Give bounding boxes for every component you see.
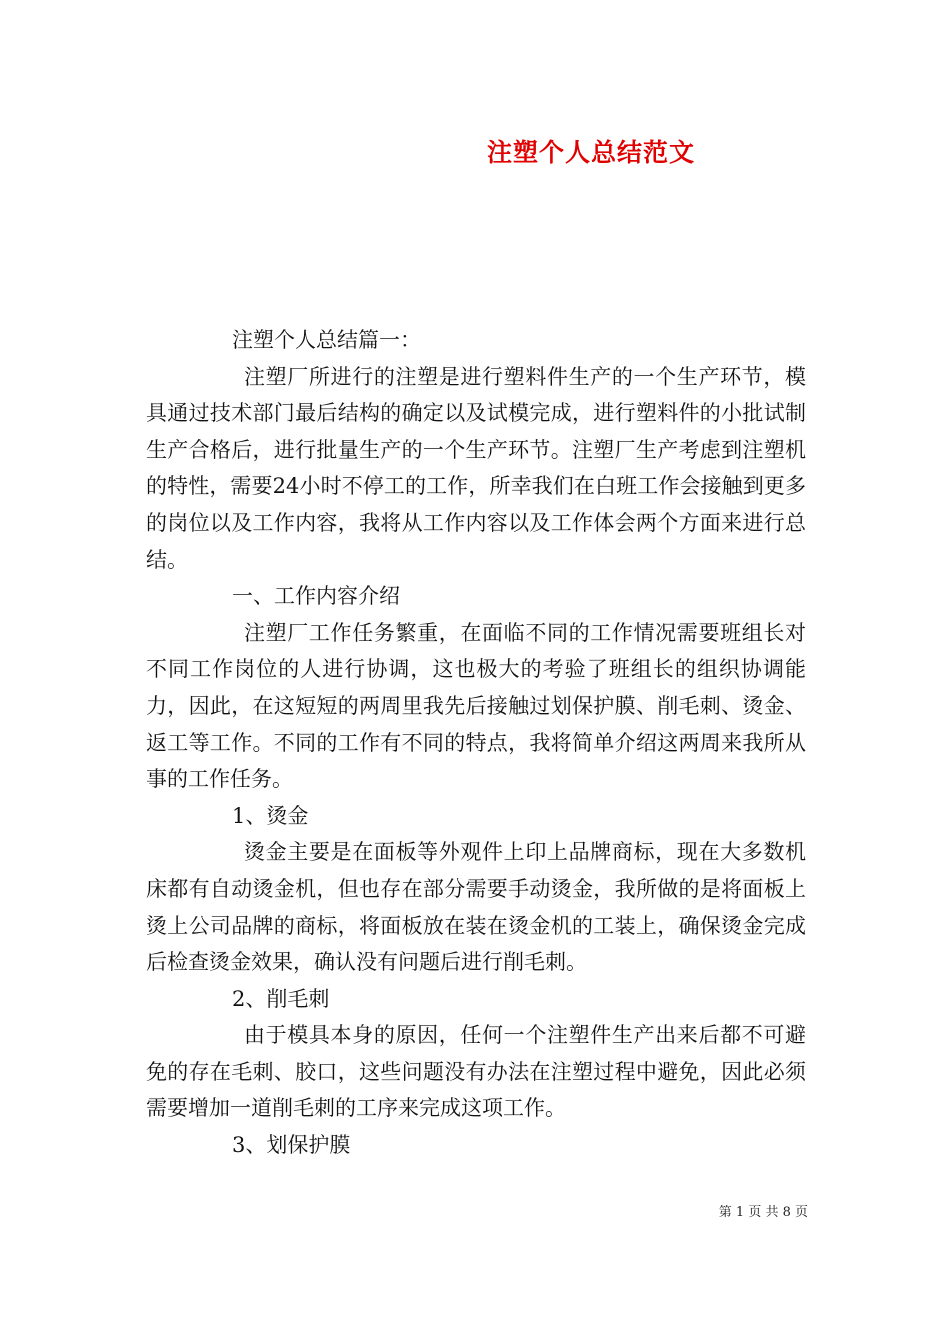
page-footer: 第 1 页 共 8 页 <box>718 1205 808 1220</box>
section-heading: 1、烫金 <box>232 803 309 828</box>
body-paragraph: 烫金主要是在面板等外观件上印上品牌商标，现在大多数机床都有自动烫金机，但也存在部分需要手动烫金，我所做的是将面板上烫上公司品牌的商标，将面板放在装在烫金机的工装上，确保烫金完成后检查烫金效果，确认没有问题后进行削毛刺。 <box>146 840 806 975</box>
section-heading: 2、削毛刺 <box>232 986 330 1011</box>
section-heading: 3、划保护膜 <box>232 1133 351 1158</box>
section-heading: 注塑个人总结篇一： <box>232 328 421 352</box>
body-paragraph: 由于模具本身的原因，任何一个注塑件生产出来后都不可避免的存在毛刺、胶口，这些问题没有办法在注塑过程中避免，因此必须需要增加一道削毛刺的工序来完成这项工作。 <box>146 1023 806 1121</box>
body-paragraph: 注塑厂工作任务繁重，在面临不同的工作情况需要班组长对不同工作岗位的人进行协调，这也极大的考验了班组长的组织协调能力，因此，在这短短的两周里我先后接触过划保护膜、削毛刺、烫金、返工等工作。不同的工作有不同的特点，我将简单介绍这两周来我所从事的工作任务。 <box>146 620 806 792</box>
body-paragraph: 注塑厂所进行的注塑是进行塑料件生产的一个生产环节，模具通过技术部门最后结构的确定以及试模完成，进行塑料件的小批试制生产合格后，进行批量生产的一个生产环节。注塑厂生产考虑到注塑机的特性，需要24小时不停工的工作，所幸我们在白班工作会接触到更多的岗位以及工作内容，我将从工作内容以及工作体会两个方面来进行总结。 <box>146 364 806 572</box>
document-title-text: 注塑个人总结范文 <box>486 138 695 167</box>
document-title <box>0 133 950 169</box>
section-heading: 一、工作内容介绍 <box>232 584 400 609</box>
document-body <box>146 322 806 1164</box>
